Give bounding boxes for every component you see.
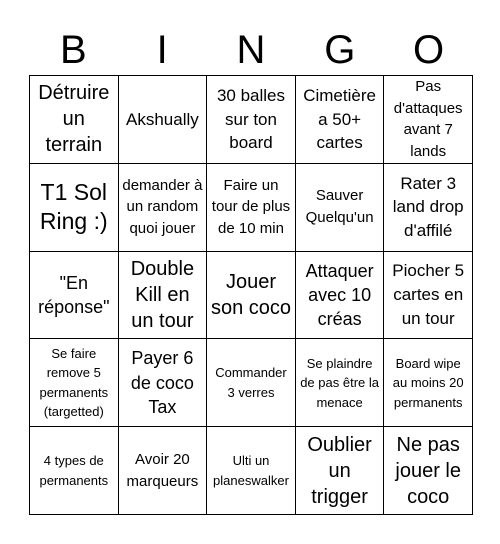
bingo-cell[interactable] — [30, 164, 119, 252]
bingo-cell[interactable] — [119, 339, 208, 427]
bingo-cell[interactable] — [30, 76, 119, 164]
cell-text: Ulti un planeswalker — [213, 453, 289, 488]
cell-text: Double Kill en un tour — [130, 257, 195, 332]
cell-text: Attaquer avec 10 créas — [305, 260, 374, 330]
cell-text: Board wipe au moins 20 permanents — [392, 355, 464, 410]
cell-text: Pas d'attaques avant 7 lands — [393, 77, 463, 161]
bingo-cell[interactable] — [119, 252, 208, 340]
header-letter-g: G — [324, 28, 356, 72]
bingo-cell[interactable] — [296, 164, 385, 252]
cell-text: demander à un random quoi jouer — [122, 176, 203, 238]
bingo-cell[interactable] — [296, 339, 385, 427]
bingo-grid — [29, 75, 473, 515]
bingo-cell[interactable] — [30, 252, 119, 340]
cell-text: Cimetière a 50+ cartes — [303, 85, 376, 153]
cell-text: T1 Sol Ring :) — [39, 179, 108, 235]
bingo-cell[interactable] — [30, 427, 119, 515]
bingo-cell[interactable] — [296, 76, 385, 164]
cell-text: Ne pas jouer le coco — [395, 433, 461, 508]
bingo-cell[interactable] — [384, 76, 473, 164]
bingo-cell[interactable] — [384, 339, 473, 427]
cell-text: Akshually — [126, 109, 199, 129]
cell-text: Oublier un trigger — [307, 433, 372, 508]
cell-text: Faire un tour de plus de 10 min — [211, 176, 291, 238]
cell-text: Commander 3 verres — [215, 365, 287, 400]
bingo-cell[interactable] — [207, 252, 296, 340]
bingo-cell[interactable] — [384, 164, 473, 252]
bingo-cell[interactable] — [207, 427, 296, 515]
cell-text: Jouer son coco — [210, 270, 292, 319]
bingo-cell[interactable] — [207, 164, 296, 252]
bingo-cell[interactable] — [30, 339, 119, 427]
header-letter-o: O — [413, 28, 445, 72]
bingo-cell[interactable] — [296, 252, 385, 340]
bingo-card — [29, 20, 473, 80]
cell-text: 4 types de permanents — [39, 453, 109, 488]
cell-text: 30 balles sur ton board — [216, 85, 286, 153]
bingo-cell[interactable] — [207, 76, 296, 164]
bingo-cell[interactable] — [119, 76, 208, 164]
bingo-cell[interactable] — [119, 164, 208, 252]
bingo-header — [29, 20, 473, 80]
header-letter-i: I — [156, 28, 168, 72]
bingo-cell[interactable] — [384, 427, 473, 515]
bingo-cell[interactable] — [119, 427, 208, 515]
cell-text: Détruire un terrain — [38, 82, 110, 157]
bingo-cell[interactable] — [296, 427, 385, 515]
cell-text: Avoir 20 marqueurs — [126, 450, 199, 490]
cell-text: "En réponse" — [38, 272, 110, 317]
cell-text: Piocher 5 cartes en un tour — [392, 261, 465, 328]
cell-text: Se faire remove 5 permanents (targetted) — [39, 345, 109, 420]
header-letter-b: B — [60, 28, 87, 72]
cell-text: Payer 6 de coco Tax — [130, 348, 194, 417]
bingo-cell[interactable] — [384, 252, 473, 340]
cell-text: Se plaindre de pas être la menace — [300, 355, 379, 410]
header-letter-n: N — [236, 28, 266, 72]
cell-text: Rater 3 land drop d'affilé — [392, 173, 464, 241]
bingo-cell[interactable] — [207, 339, 296, 427]
cell-text: Sauver Quelqu'un — [305, 187, 374, 227]
